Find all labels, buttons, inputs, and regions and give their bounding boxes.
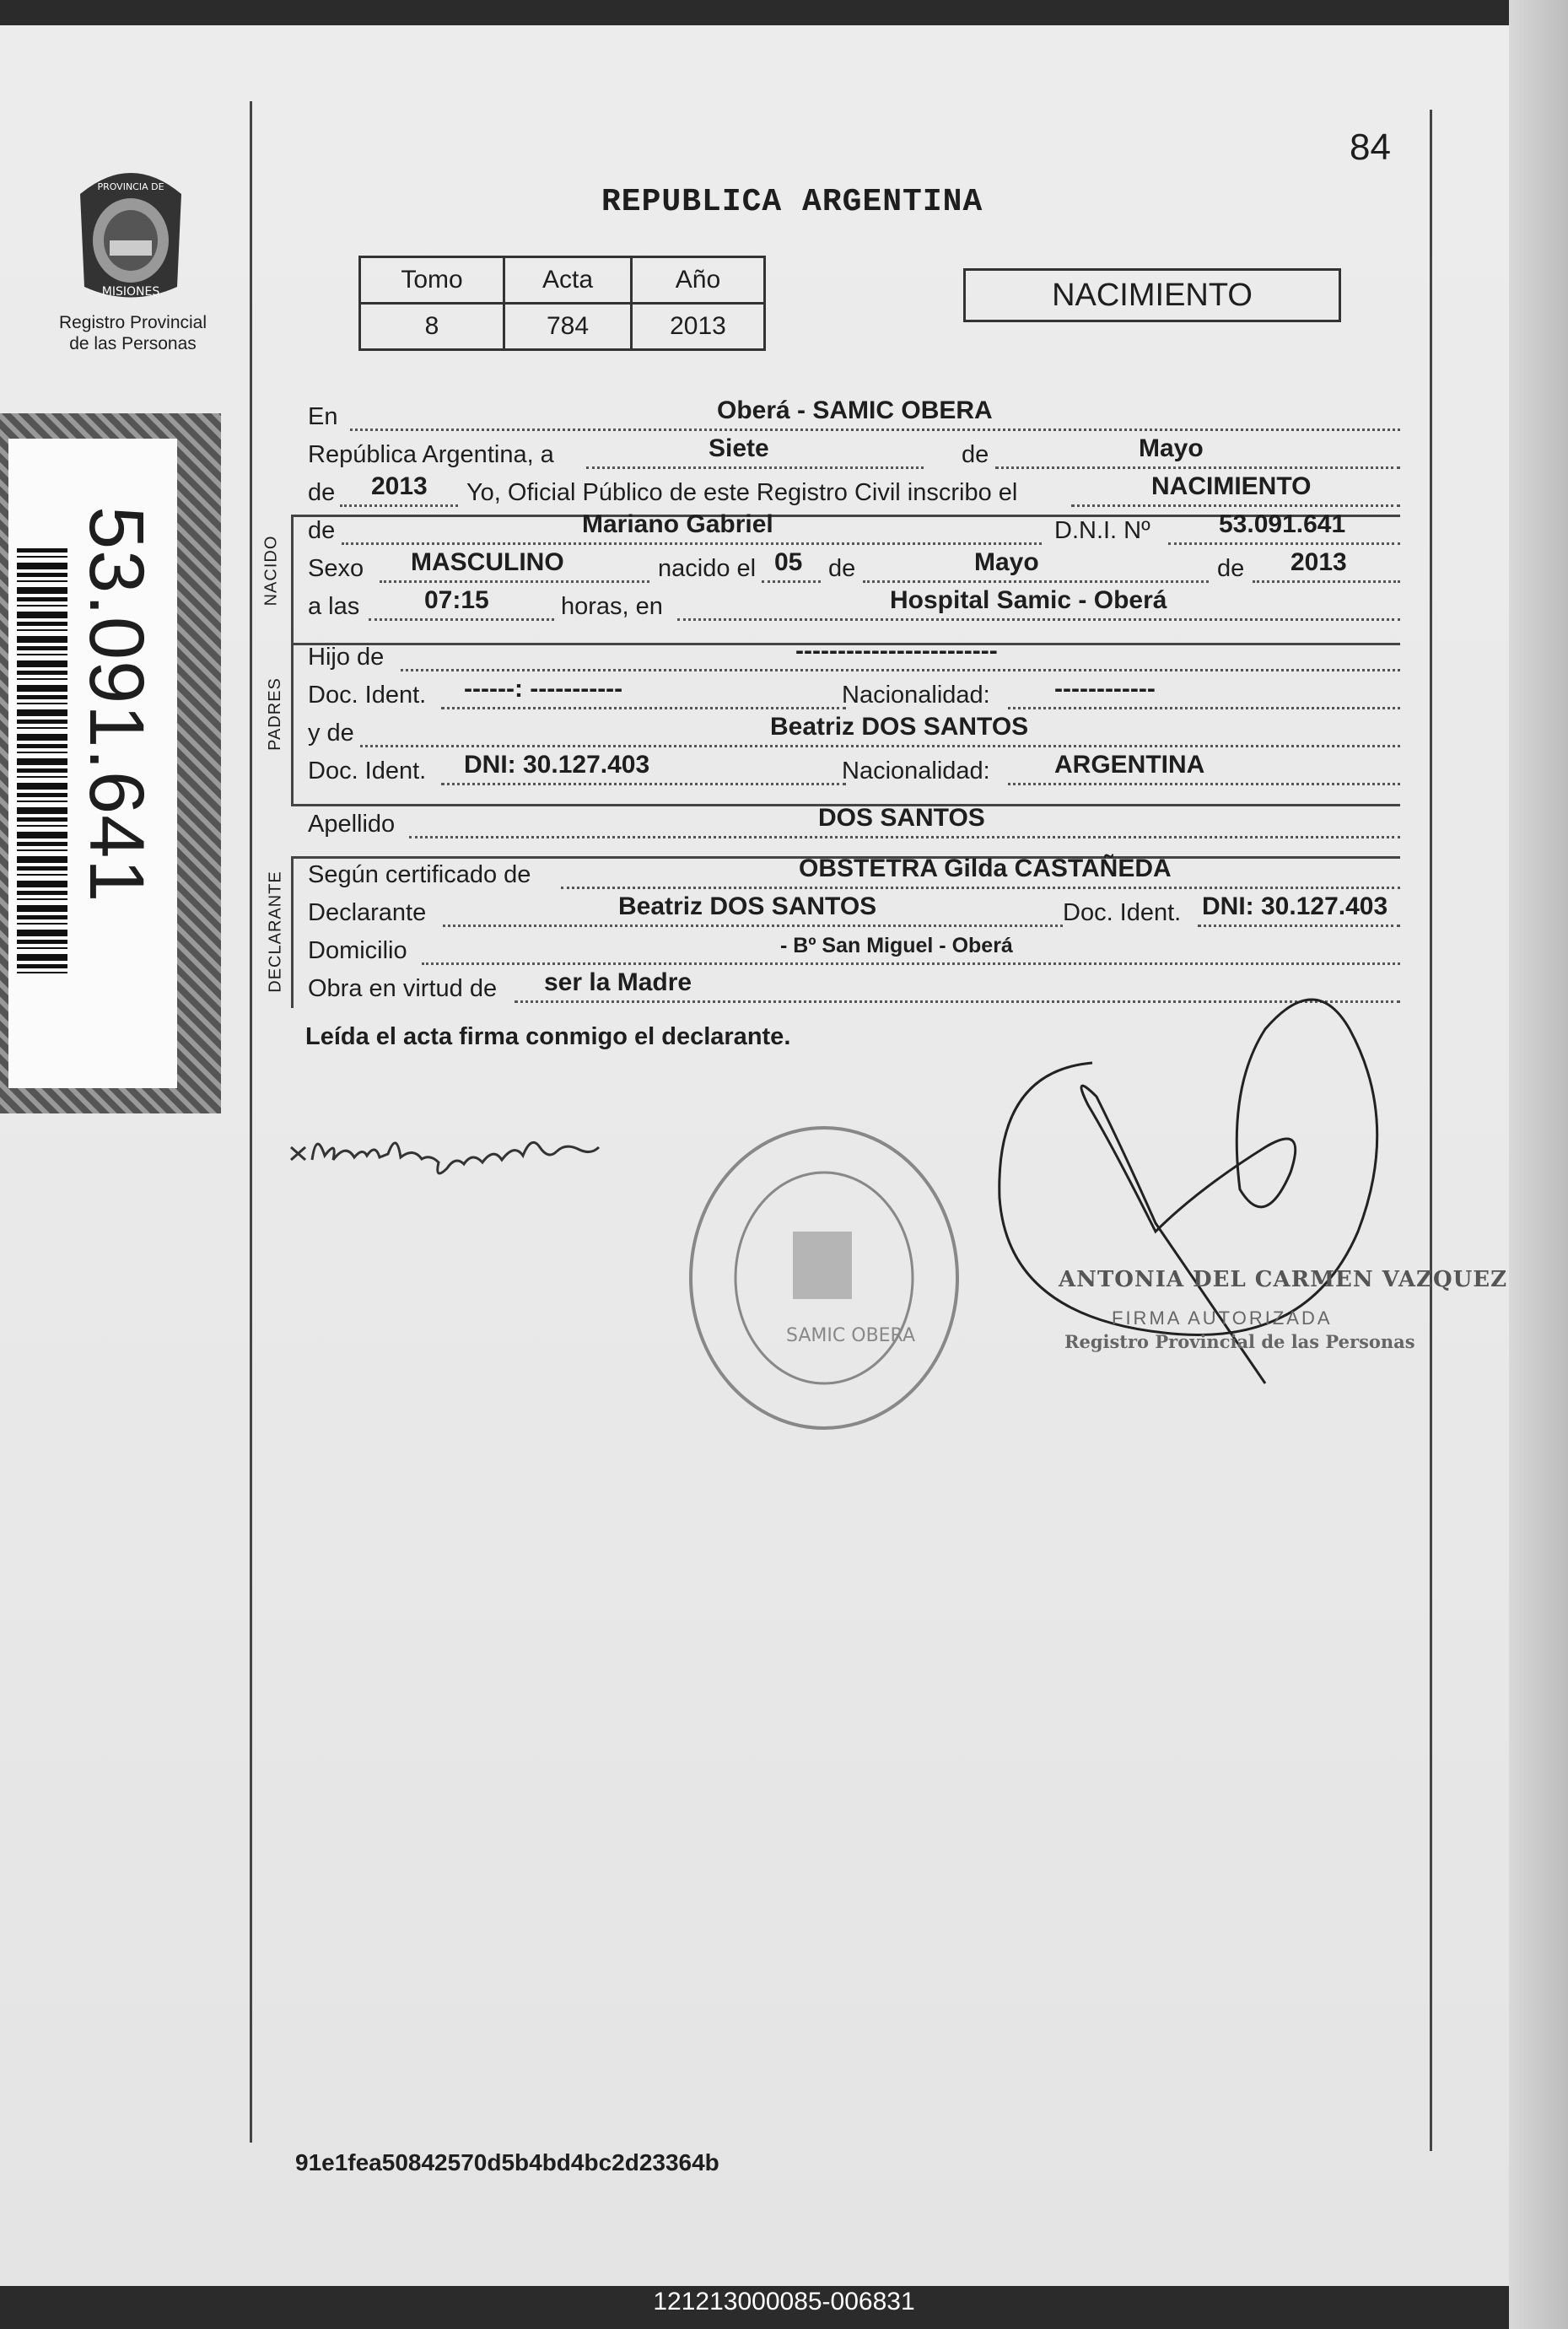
mother-nationality-value: ARGENTINA <box>1054 751 1205 779</box>
row-address <box>308 930 1400 968</box>
doc-label: Doc. Ident. <box>308 682 427 709</box>
tomo-acta-table <box>358 256 766 351</box>
sexo-label: Sexo <box>308 555 364 582</box>
dot-leader <box>677 618 1400 621</box>
side-dni-number: 53.091.641 <box>73 506 159 903</box>
obra-label: Obra en virtud de <box>308 975 498 1002</box>
section-bracket <box>291 643 294 804</box>
hijo-label: Hijo de <box>308 644 385 671</box>
dot-leader <box>409 836 1400 838</box>
dot-leader <box>350 429 1400 431</box>
birth-place-value: Hospital Samic - Oberá <box>890 586 1167 614</box>
mother-doc-value: DNI: 30.127.403 <box>464 751 650 779</box>
dot-leader <box>441 783 846 785</box>
dot-leader <box>441 707 846 709</box>
act-fields <box>308 396 1400 1006</box>
right-margin-line <box>1430 110 1432 2151</box>
father-doc-value: ------: ----------- <box>464 675 623 703</box>
side-label-nacido: NACIDO <box>261 535 281 607</box>
nacido-label: nacido el <box>658 555 757 582</box>
dot-leader <box>422 962 1400 965</box>
dot-leader <box>561 887 1400 889</box>
act-year-value: 2013 <box>371 472 428 500</box>
page-edge <box>1509 0 1568 2329</box>
side-label-declarante: DECLARANTE <box>266 871 285 993</box>
dot-leader <box>1008 707 1400 709</box>
hour-value: 07:15 <box>424 586 489 614</box>
official-stamp-role: FIRMA AUTORIZADA <box>1112 1307 1333 1329</box>
dot-leader <box>995 466 1400 469</box>
sexo-value: MASCULINO <box>411 548 564 576</box>
table-header-acta: Acta <box>504 257 632 304</box>
dot-leader <box>1071 504 1400 507</box>
act-type-box: NACIMIENTO <box>963 268 1341 322</box>
row-mother <box>308 713 1400 751</box>
de-label: de <box>1217 555 1245 582</box>
dot-leader <box>863 580 1209 583</box>
delegation-seal <box>685 1122 963 1438</box>
row-en <box>308 396 1400 434</box>
row-certificate <box>308 855 1400 892</box>
apellido-label: Apellido <box>308 811 396 838</box>
row-hour <box>308 586 1400 624</box>
closing-statement: Leída el acta firma conmigo el declarante. <box>305 1023 791 1050</box>
table-value-tomo: 8 <box>360 304 504 350</box>
page-number: 84 <box>1350 127 1391 168</box>
dot-leader <box>380 580 649 583</box>
en-label: En <box>308 403 338 430</box>
republica-label: República Argentina, a <box>308 441 554 468</box>
birth-month-value: Mayo <box>974 548 1039 576</box>
place-value: Oberá - SAMIC OBERA <box>717 396 993 424</box>
declarant-doc-value: DNI: 30.127.403 <box>1202 892 1388 920</box>
dot-leader <box>762 580 821 583</box>
nationality-label: Nacionalidad: <box>842 682 990 709</box>
dot-leader <box>443 925 1063 927</box>
declarant-signature <box>287 1122 641 1194</box>
inscribo-value: NACIMIENTO <box>1151 472 1312 500</box>
nationality-label: Nacionalidad: <box>842 757 990 784</box>
row-surname <box>308 804 1400 842</box>
declarant-name-value: Beatriz DOS SANTOS <box>618 892 877 920</box>
dot-leader <box>1008 783 1400 785</box>
dot-leader <box>401 669 1400 671</box>
dot-leader <box>1198 925 1400 927</box>
dot-leader <box>340 504 458 507</box>
certificate-value: OBSTETRA Gilda CASTAÑEDA <box>799 855 1172 882</box>
side-label-padres: PADRES <box>265 677 284 751</box>
barcode <box>17 548 67 979</box>
inscribo-label: Yo, Oficial Público de este Registro Civil inscribo el <box>466 479 1018 506</box>
hour-label: a las <box>308 593 360 620</box>
table-header-anio: Año <box>632 257 765 304</box>
birth-day-value: 05 <box>774 548 803 576</box>
capacity-value: ser la Madre <box>544 968 692 996</box>
table-value-acta: 784 <box>504 304 632 350</box>
row-inscribe <box>308 472 1400 510</box>
table-value-anio: 2013 <box>632 304 765 350</box>
certificate-label: Según certificado de <box>308 861 531 888</box>
yde-label: y de <box>308 720 354 747</box>
seal-inner-text: SAMIC OBERA <box>786 1325 916 1346</box>
act-month-value: Mayo <box>1139 434 1204 462</box>
birth-year-value: 2013 <box>1291 548 1347 576</box>
doc-label: Doc. Ident. <box>1063 899 1182 926</box>
surname-value: DOS SANTOS <box>818 804 985 832</box>
child-name-value: Mariano Gabriel <box>582 510 773 538</box>
left-margin-line <box>250 101 252 2143</box>
document-title: REPUBLICA ARGENTINA <box>601 184 983 220</box>
section-bracket <box>291 515 294 643</box>
footer-id: 121213000085-006831 <box>653 2288 915 2316</box>
address-value: - Bº San Miguel - Oberá <box>780 934 1013 957</box>
dot-leader <box>1168 542 1400 545</box>
dni-label: D.N.I. Nº <box>1054 517 1150 544</box>
mother-name-value: Beatriz DOS SANTOS <box>770 713 1029 741</box>
de-label: de <box>308 479 336 506</box>
logo-text-top: PROVINCIA DE <box>97 181 164 192</box>
row-declarant <box>308 892 1400 930</box>
declarante-label: Declarante <box>308 899 427 926</box>
registry-label-line2: de las Personas <box>69 334 197 353</box>
logo-text-bottom: MISIONES <box>101 285 160 299</box>
row-mother-doc <box>308 751 1400 789</box>
doc-label: Doc. Ident. <box>308 757 427 784</box>
row-father-doc <box>308 675 1400 713</box>
de-label: de <box>828 555 856 582</box>
section-bracket <box>291 856 294 1008</box>
dot-leader <box>360 745 1400 747</box>
row-date <box>308 434 1400 472</box>
registry-label-line1: Registro Provincial <box>58 313 207 332</box>
father-nationality-value: ------------ <box>1054 675 1156 703</box>
horas-label: horas, en <box>561 593 663 620</box>
registry-logo <box>67 160 194 312</box>
table-header-tomo: Tomo <box>360 257 504 304</box>
official-stamp-name: ANTONIA DEL CARMEN VAZQUEZ <box>1059 1267 1508 1292</box>
dot-leader <box>369 618 554 621</box>
child-dni-value: 53.091.641 <box>1219 510 1346 538</box>
row-father <box>308 637 1400 675</box>
row-sex <box>308 548 1400 586</box>
de-label: de <box>962 441 989 468</box>
registry-label <box>34 312 232 354</box>
dot-leader <box>1253 580 1400 583</box>
name-label: de <box>308 517 336 544</box>
row-name <box>308 510 1400 548</box>
dot-leader <box>342 542 1042 545</box>
official-stamp-registry: Registro Provincial de las Personas <box>1064 1331 1415 1352</box>
father-value: ------------------------ <box>795 637 998 665</box>
act-day-value: Siete <box>709 434 769 462</box>
dot-leader <box>586 466 924 469</box>
domicilio-label: Domicilio <box>308 937 407 964</box>
document-hash: 91e1fea50842570d5b4bd4bc2d23364b <box>295 2149 719 2175</box>
